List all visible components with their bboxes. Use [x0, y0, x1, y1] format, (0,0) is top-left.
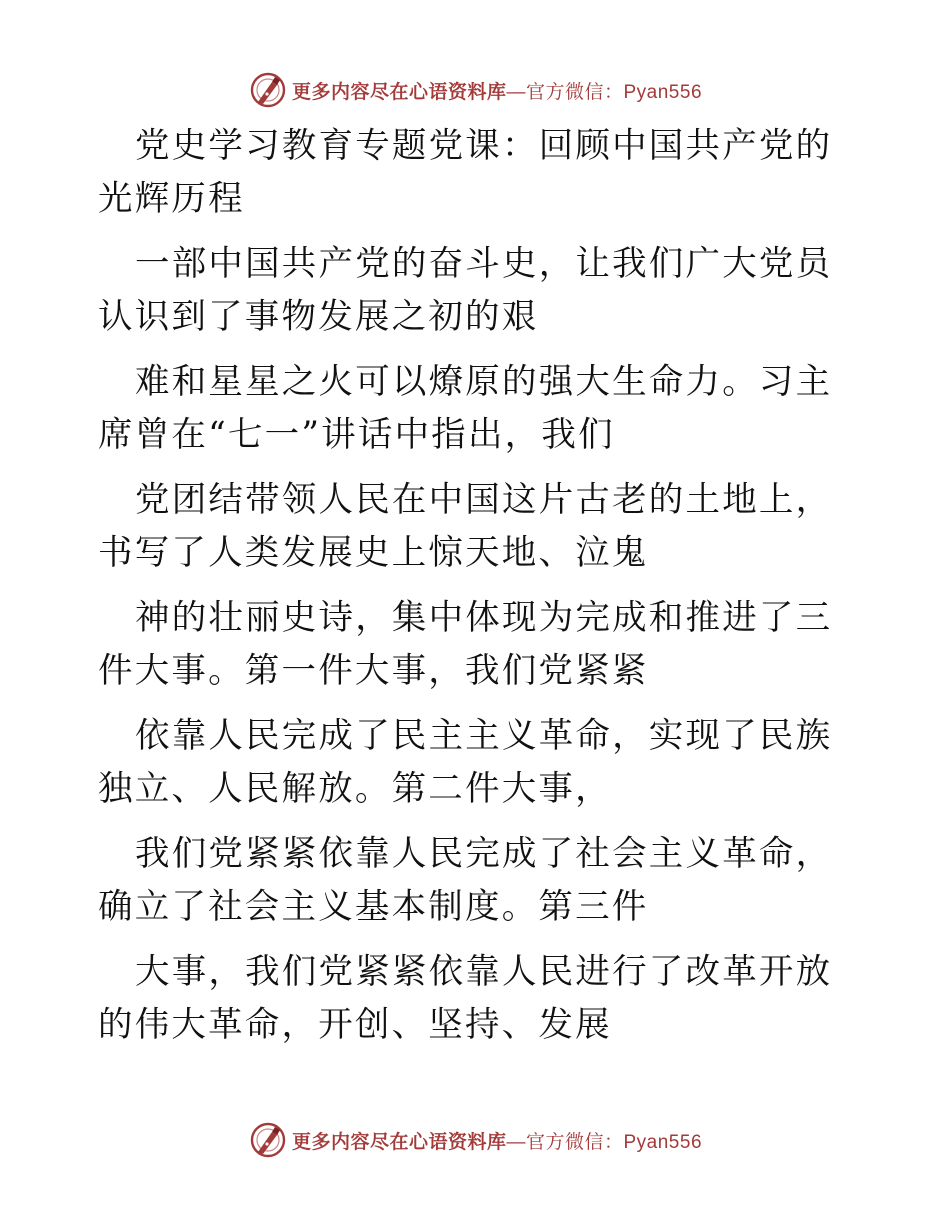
- paragraph: 神的壮丽史诗，集中体现为完成和推进了三件大事。第一件大事，我们党紧紧: [98, 598, 833, 691]
- paragraph: 难和星星之火可以燎原的强大生命力。习主席曾在“七一”讲话中指出，我们: [98, 362, 833, 455]
- document-title: 党史学习教育专题党课：回顾中国共产党的光辉历程: [98, 126, 833, 219]
- paragraph: 一部中国共产党的奋斗史，让我们广大党员认识到了事物发展之初的艰: [98, 244, 833, 337]
- document-body: [98, 120, 858, 1052]
- paragraph: 大事，我们党紧紧依靠人民进行了改革开放的伟大革命，开创、坚持、发展: [98, 952, 833, 1045]
- paragraph: 依靠人民完成了民主主义革命，实现了民族独立、人民解放。第二件大事，: [98, 716, 833, 809]
- watermark-contact-text: —官方微信：Pyan556: [506, 1131, 703, 1153]
- pen-nib-logo-icon: [248, 70, 288, 110]
- header-watermark: [0, 68, 950, 112]
- paragraph: 我们党紧紧依靠人民完成了社会主义革命，确立了社会主义基本制度。第三件: [98, 834, 833, 927]
- paragraph: 党团结带领人民在中国这片古老的土地上，书写了人类发展史上惊天地、泣鬼: [98, 480, 833, 573]
- watermark-contact-text: —官方微信：Pyan556: [506, 81, 703, 103]
- watermark-main-text: 更多内容尽在心语资料库: [291, 80, 507, 103]
- footer-watermark: [0, 1118, 950, 1162]
- pen-nib-logo-icon: [248, 1120, 288, 1160]
- watermark-main-text: 更多内容尽在心语资料库: [291, 1130, 507, 1153]
